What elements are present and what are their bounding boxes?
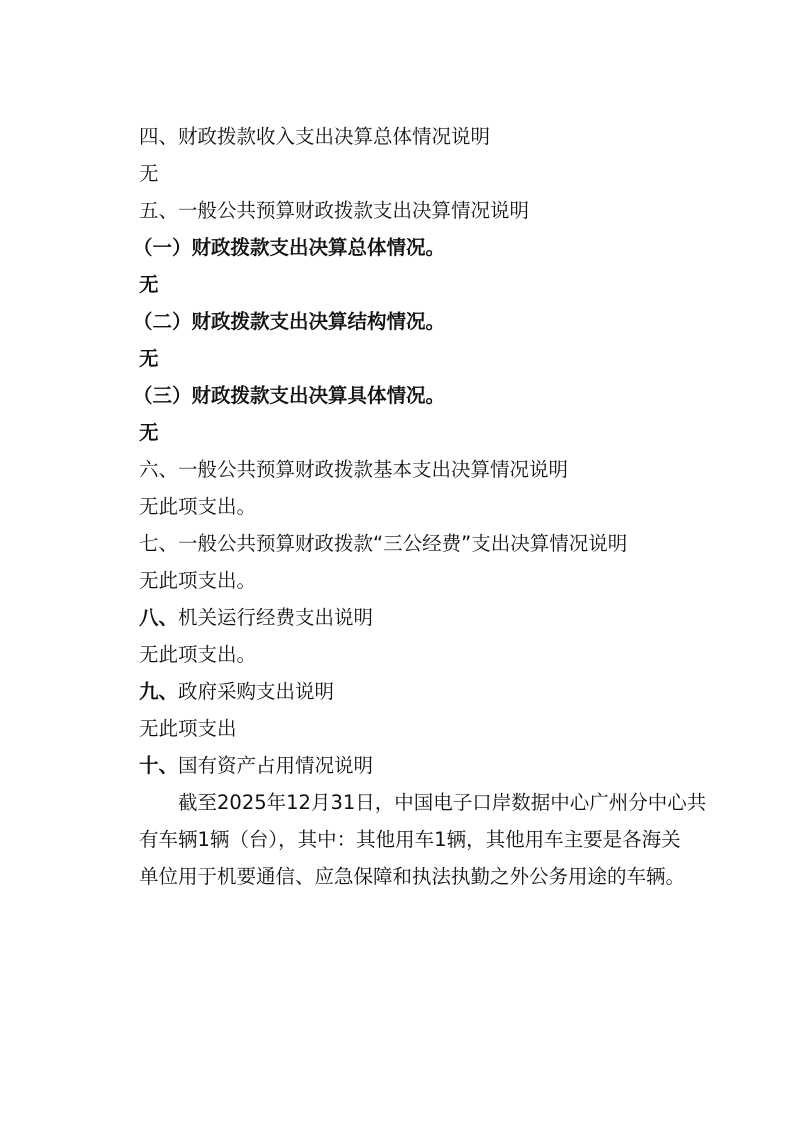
section-10-paragraph-line-2: 有车辆1辆（台），其中：其他用车1辆，其他用车主要是各海关 — [139, 828, 681, 851]
document-body — [133, 118, 719, 895]
section-10-heading — [139, 747, 719, 784]
section-10-paragraph-line-1: 截至2025年12月31日，中国电子口岸数据中心广州分中心共 — [139, 791, 707, 814]
section-6-text: 无此项支出。 — [139, 495, 257, 518]
section-8-title: 机关运行经费支出说明 — [178, 606, 374, 629]
section-9-title: 政府采购支出说明 — [178, 680, 335, 703]
section-9-text: 无此项支出 — [139, 717, 237, 740]
section-5-2-heading: （二）财政拨款支出决算结构情况。 — [133, 310, 446, 333]
section-5-3-text: 无 — [139, 421, 159, 444]
section-9-heading — [139, 673, 719, 710]
section-10-number: 十、 — [139, 754, 179, 777]
section-8-text: 无此项支出。 — [139, 643, 257, 666]
section-5-heading: 五、一般公共预算财政拨款支出决算情况说明 — [139, 199, 530, 222]
section-5-3-heading: （三）财政拨款支出决算具体情况。 — [133, 384, 446, 407]
section-5-1-heading: （一）财政拨款支出决算总体情况。 — [133, 236, 446, 259]
section-5-2-text: 无 — [139, 347, 159, 370]
section-8-number: 八、 — [139, 606, 179, 629]
section-9-number: 九、 — [139, 680, 179, 703]
section-8-heading — [139, 599, 719, 636]
section-4-heading: 四、财政拨款收入支出决算总体情况说明 — [139, 125, 491, 148]
section-10-paragraph-line-3: 单位用于机要通信、应急保障和执法执勤之外公务用途的车辆。 — [139, 865, 686, 888]
section-7-heading: 七、一般公共预算财政拨款“三公经费”支出决算情况说明 — [139, 532, 628, 555]
section-4-text: 无 — [139, 162, 159, 185]
section-10-title: 国有资产占用情况说明 — [178, 754, 374, 777]
section-7-text: 无此项支出。 — [139, 569, 257, 592]
section-5-1-text: 无 — [139, 273, 159, 296]
section-6-heading: 六、一般公共预算财政拨款基本支出决算情况说明 — [139, 458, 569, 481]
